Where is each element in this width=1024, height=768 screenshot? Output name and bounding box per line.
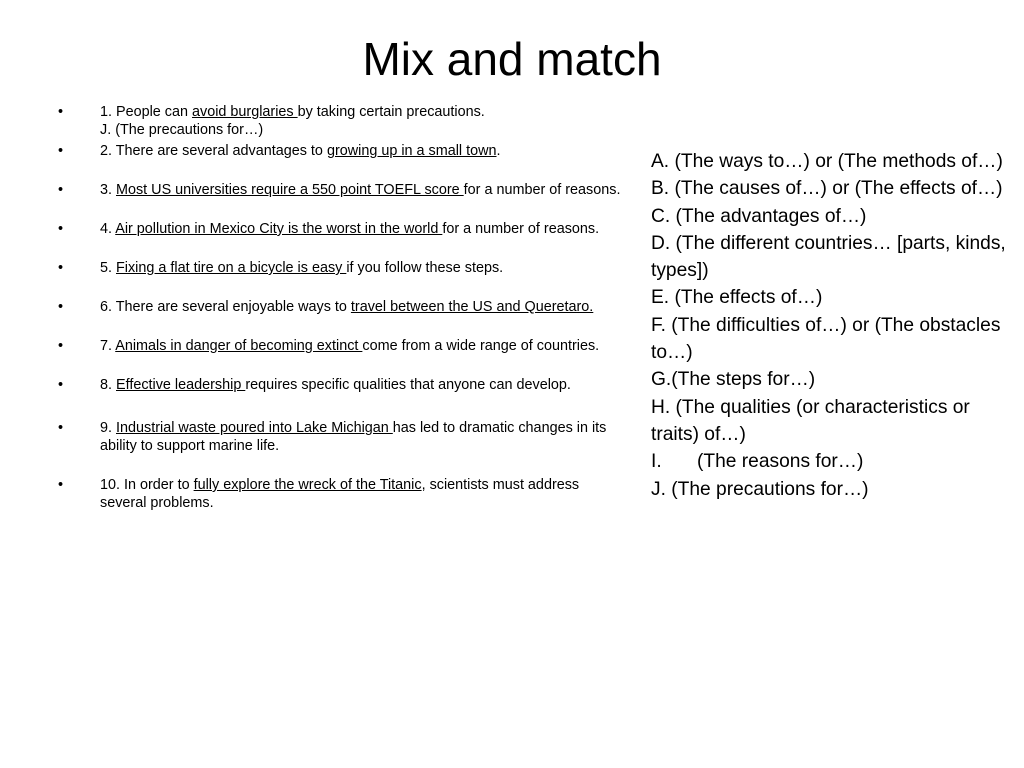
statement-item-9	[58, 419, 626, 455]
statement-text: 4.	[100, 221, 116, 237]
answer-item-g: G.(The steps for…)	[651, 369, 816, 391]
answer-item-f: F. (The difficulties of…) or (The obstacles to…)	[651, 314, 1001, 364]
statement-item-6	[58, 298, 626, 316]
statement-text: 2. There are several advantages to	[100, 143, 327, 159]
statement-list	[58, 103, 626, 512]
statement-topic: Effective leadership	[116, 377, 246, 393]
statement-text: 3.	[100, 182, 116, 198]
statement-item-1	[58, 103, 626, 139]
bullet: •	[58, 221, 64, 237]
statement-item-8	[58, 376, 626, 394]
statement-text: for a number of reasons.	[442, 221, 600, 237]
answer-item-i	[651, 448, 1011, 475]
statement-text: 5.	[100, 260, 116, 276]
statement-topic: growing up in a small town	[326, 143, 497, 159]
bullet: •	[58, 299, 64, 315]
answer-item-d: D. (The different countries… [parts, kinds, types])	[651, 232, 1006, 282]
statement-item-3	[58, 181, 626, 199]
statement-topic: Air pollution in Mexico City is the worst in the world	[115, 221, 443, 237]
statement-item-5	[58, 259, 626, 277]
answer-list	[651, 148, 1011, 503]
statement-text: 7.	[100, 338, 116, 354]
statement-answer: J. (The precautions for…)	[100, 122, 264, 138]
bullet: •	[58, 377, 64, 393]
answer-text-i: (The reasons for…)	[697, 451, 864, 473]
answer-item-h: H. (The qualities (or characteristics or traits) of…)	[651, 396, 970, 445]
statement-item-2	[58, 142, 626, 160]
statement-item-10	[58, 476, 626, 512]
statement-text: requires specific qualities that anyone can develop.	[245, 377, 571, 393]
statement-text: has led to dramatic changes in its ability to support marine life.	[100, 420, 607, 454]
bullet: •	[58, 260, 64, 276]
answer-letter-i: I.	[651, 451, 662, 473]
answer-item-a: A. (The ways to…) or (The methods of…)	[651, 151, 1003, 172]
bullet: •	[58, 338, 64, 354]
bullet: •	[58, 477, 64, 493]
statement-text: 9.	[100, 420, 116, 436]
statement-topic: avoid burglaries	[192, 104, 298, 120]
statement-item-4	[58, 220, 626, 238]
statement-topic: travel between the US and Queretaro.	[350, 299, 594, 315]
statement-topic: Industrial waste poured into Lake Michigan	[116, 420, 393, 436]
statement-topic: Animals in danger of becoming extinct	[115, 338, 363, 354]
answer-item-b: B. (The causes of…) or (The effects of…)	[651, 178, 1003, 200]
statement-topic: Fixing a flat tire on a bicycle is easy	[116, 260, 347, 276]
statement-item-7	[58, 337, 626, 355]
answer-item-j: J. (The precautions for…)	[651, 478, 869, 500]
statement-topic: Most US universities require a 550 point TOEFL score	[116, 182, 464, 198]
statement-topic: fully explore the wreck of the Titanic	[193, 477, 422, 493]
slide-title: Mix and match	[362, 33, 662, 85]
bullet: •	[58, 420, 64, 436]
statement-text: , scientists must address several problems.	[100, 477, 580, 511]
statement-text: .	[496, 143, 501, 159]
bullet: •	[58, 143, 64, 159]
statement-text: 1. People can	[100, 104, 193, 120]
bullet: •	[58, 104, 64, 120]
answer-item-c: C. (The advantages of…)	[651, 205, 867, 227]
statement-text: by taking certain precautions.	[297, 104, 485, 120]
answer-item-e: E. (The effects of…)	[651, 287, 823, 309]
statement-text: 10. In order to	[100, 477, 194, 493]
statement-text: if you follow these steps.	[346, 260, 504, 276]
statement-text: 6. There are several enjoyable ways to	[100, 299, 351, 315]
bullet: •	[58, 182, 64, 198]
statement-text: for a number of reasons.	[463, 182, 621, 198]
statement-text: come from a wide range of countries.	[362, 338, 600, 354]
statement-text: 8.	[100, 377, 116, 393]
